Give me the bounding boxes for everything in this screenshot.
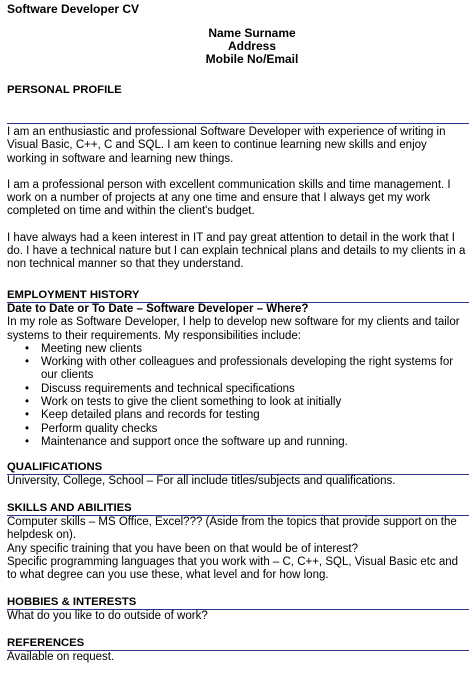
skills-line: Specific programming languages that you work with – C, C++, SQL, Visual Basic etc and to what degree can you use these, what level and for how long.: [7, 555, 459, 582]
list-item: • Maintenance and support once the software up and running.: [25, 435, 348, 448]
section-title-employment: EMPLOYMENT HISTORY: [7, 289, 140, 301]
qualifications-section: [7, 461, 467, 488]
bullet-icon: •: [25, 422, 30, 435]
references-text: Available on request.: [7, 651, 115, 663]
bullet-icon: •: [25, 396, 30, 409]
profile-paragraph: I have always had a keen interest in IT and pay great attention to detail in the work that I do. I have a technical nature but I can explain technical plans and details to my clients in a non technical manner so that they understand.: [7, 231, 466, 271]
section-title-references: REFERENCES: [7, 637, 85, 649]
employment-history-section: [7, 289, 467, 449]
list-item: • Perform quality checks: [25, 422, 158, 435]
list-item: • Working with other colleagues and professionals developing the right systems for our clients: [25, 356, 454, 382]
bullet-icon: •: [25, 356, 30, 369]
candidate-contact: Mobile No/Email: [205, 52, 299, 66]
skills-line: Computer skills – MS Office, Excel??? (Aside from the topics that provide support on the helpdesk on).: [7, 516, 457, 542]
candidate-name: Name Surname: [208, 26, 296, 40]
list-item: • Keep detailed plans and records for testing: [25, 409, 260, 422]
bullet-icon: •: [25, 342, 30, 355]
job-intro: In my role as Software Developer, I help to develop new software for my clients and tailor systems to their requirements. My responsibilities include:: [7, 316, 460, 342]
responsibilities-list: [7, 343, 467, 449]
personal-profile-section: [7, 84, 467, 285]
document-title: Software Developer CV: [7, 2, 140, 16]
skills-body: [7, 516, 467, 582]
candidate-address: Address: [227, 39, 277, 53]
hobbies-section: [7, 596, 467, 623]
bullet-icon: •: [25, 382, 30, 395]
list-item: • Work on tests to give the client something to look at initially: [25, 396, 342, 409]
list-item: • Discuss requirements and technical specifications: [25, 382, 295, 395]
bullet-icon: •: [25, 409, 30, 422]
section-rule: [7, 123, 469, 124]
employment-body: [7, 303, 467, 449]
qualifications-text: University, College, School – For all include titles/subjects and qualifications.: [7, 475, 396, 487]
contact-header: [0, 27, 474, 66]
bullet-icon: •: [25, 435, 30, 448]
skills-section: [7, 502, 467, 582]
section-title-profile: PERSONAL PROFILE: [7, 84, 122, 96]
references-section: [7, 637, 467, 664]
job-title: Date to Date or To Date – Software Developer – Where?: [7, 303, 309, 315]
section-title-hobbies: HOBBIES & INTERESTS: [7, 596, 137, 608]
list-item: • Meeting new clients: [25, 342, 142, 355]
hobbies-text: What do you like to do outside of work?: [7, 610, 208, 622]
profile-body: [7, 126, 467, 272]
section-title-skills: SKILLS AND ABILITIES: [7, 502, 132, 514]
profile-paragraph: I am an enthusiastic and professional Software Developer with experience of writing in Visual Basic, C++, C and SQL. I am keen to continue learning new skills and enjoy working in software and learning new things.: [7, 126, 446, 165]
section-title-qualifications: QUALIFICATIONS: [7, 461, 103, 473]
skills-line: Any specific training that you have been on that would be of interest?: [7, 542, 358, 555]
profile-paragraph: I am a professional person with excellent communication skills and time management. I work on a number of projects at any one time and ensure that I always get my work completed on time and within the client's budget.: [7, 178, 451, 218]
